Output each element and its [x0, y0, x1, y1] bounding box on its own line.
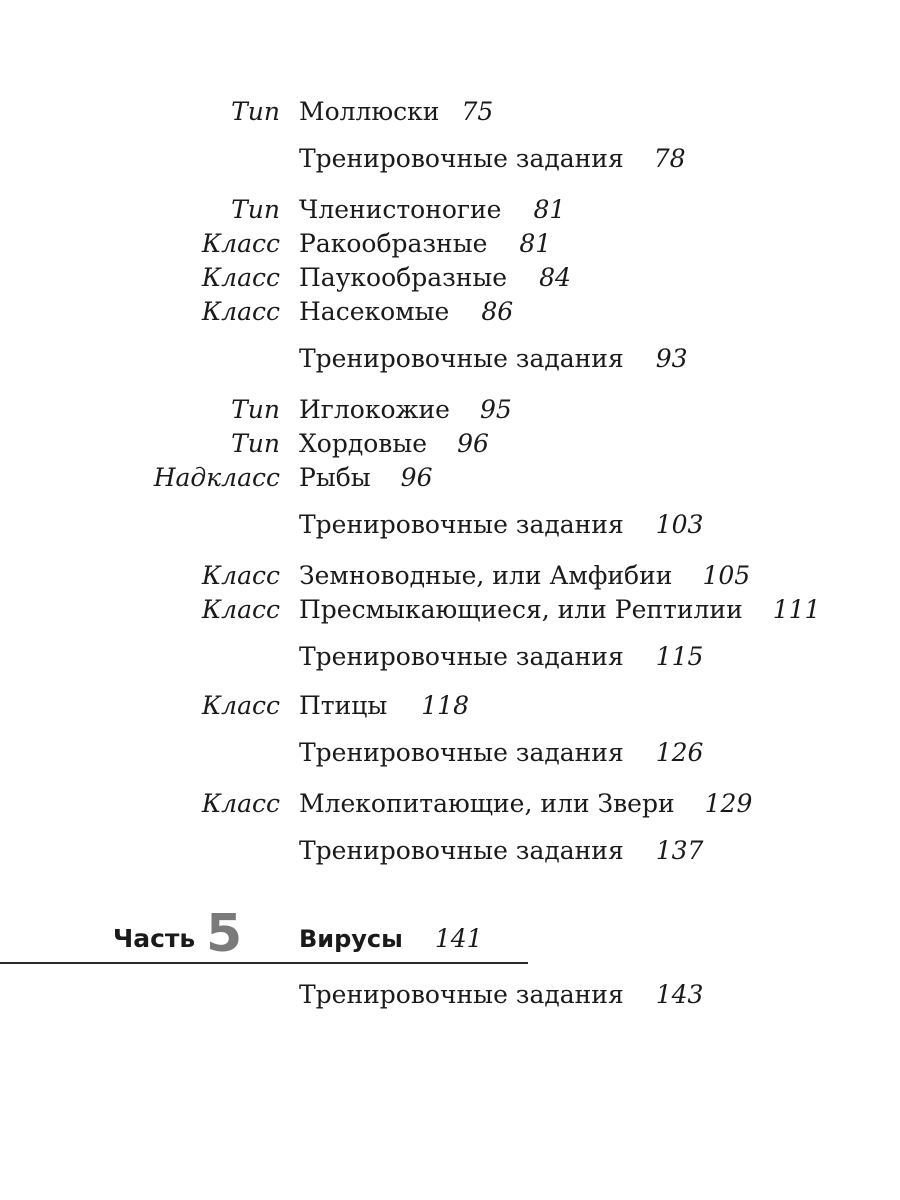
- toc-title-wrap: [299, 787, 752, 821]
- toc-title-wrap: [299, 508, 703, 542]
- toc-title: Земноводные, или Амфибии: [299, 561, 673, 590]
- toc-page-number: 95: [479, 395, 512, 424]
- toc-title: Птицы: [299, 691, 388, 720]
- toc-entry: [0, 193, 900, 227]
- toc-title-wrap: [299, 95, 493, 129]
- toc-title-wrap: [299, 427, 489, 461]
- toc-title: Членистоногие: [299, 195, 502, 224]
- toc-entry: [0, 640, 900, 674]
- toc-entry: [0, 508, 900, 542]
- toc-page-number: 96: [400, 463, 433, 492]
- toc-rank: Тип: [231, 97, 280, 126]
- toc-rank: Класс: [201, 561, 280, 590]
- part-divider: [0, 962, 528, 964]
- toc-title-wrap: [299, 559, 750, 593]
- toc-title-wrap: [299, 689, 469, 723]
- toc-title: Насекомые: [299, 297, 450, 326]
- toc-rank: Тип: [231, 195, 280, 224]
- toc-title: Хордовые: [299, 429, 428, 458]
- toc-title: Тренировочные задания: [299, 738, 624, 767]
- toc-title: Моллюски: [299, 97, 440, 126]
- toc-entry: [0, 261, 900, 295]
- toc-title-wrap: [299, 461, 432, 495]
- toc-title: Тренировочные задания: [299, 836, 624, 865]
- toc-entry: [0, 736, 900, 770]
- toc-title-wrap: [299, 834, 703, 868]
- toc-page-number: 75: [461, 97, 494, 126]
- toc-title-wrap: [299, 593, 820, 627]
- toc-title-wrap: [299, 736, 703, 770]
- toc-title-wrap: [299, 193, 565, 227]
- toc-title-wrap: [299, 142, 686, 176]
- toc-title-wrap: [299, 978, 703, 1012]
- part-title: Вирусы: [299, 925, 403, 953]
- toc-rank: Надкласс: [153, 463, 280, 492]
- toc-title-wrap: [299, 295, 513, 329]
- toc-entry: [0, 393, 900, 427]
- toc-entry: [0, 787, 900, 821]
- toc-entry: [0, 559, 900, 593]
- toc-title: Тренировочные задания: [299, 344, 624, 373]
- toc-page-number: 118: [421, 691, 469, 720]
- toc-entry: [0, 461, 900, 495]
- toc-entry: [0, 95, 900, 129]
- toc-page-number: 103: [655, 510, 704, 539]
- toc-entry: [0, 689, 900, 723]
- toc-page-number: 78: [653, 144, 686, 173]
- toc-page-number: 111: [772, 595, 821, 624]
- toc-title: Тренировочные задания: [299, 642, 624, 671]
- toc-page-number: 126: [655, 738, 704, 767]
- part-page-number: 141: [434, 924, 483, 953]
- toc-page-number: 81: [533, 195, 566, 224]
- toc-page-number: 129: [704, 789, 753, 818]
- toc-rank: Класс: [201, 789, 280, 818]
- toc-page-number: 93: [655, 344, 688, 373]
- part-number: 5: [206, 904, 243, 964]
- part-label: Часть: [113, 924, 196, 953]
- toc-page-number: 86: [481, 297, 514, 326]
- toc-title: Паукообразные: [299, 263, 508, 292]
- toc-title: Тренировочные задания: [299, 144, 624, 173]
- toc-entry: [0, 978, 900, 1012]
- toc-page-number: 143: [655, 980, 704, 1009]
- toc-entry: [0, 834, 900, 868]
- toc-title-wrap: [299, 640, 703, 674]
- toc-entry: [0, 593, 900, 627]
- toc-rank: Класс: [201, 595, 280, 624]
- toc-rank: Класс: [201, 263, 280, 292]
- toc-title-wrap: [299, 342, 688, 376]
- toc-page-number: 96: [457, 429, 489, 458]
- toc-rank: Класс: [201, 691, 280, 720]
- toc-title: Тренировочные задания: [299, 510, 624, 539]
- toc-rank: Класс: [201, 229, 280, 258]
- toc-title-wrap: [299, 227, 551, 261]
- toc-title-wrap: [299, 261, 571, 295]
- toc-rank: Класс: [201, 297, 280, 326]
- toc-title: Рыбы: [299, 463, 371, 492]
- toc-entry: [0, 427, 900, 461]
- part-title-wrap: [299, 922, 483, 956]
- toc-entry: [0, 227, 900, 261]
- toc-title: Тренировочные задания: [299, 980, 624, 1009]
- toc-page-number: 115: [655, 642, 704, 671]
- toc-page-number: 105: [702, 561, 751, 590]
- toc-title: Млекопитающие, или Звери: [299, 789, 675, 818]
- toc-rank: Тип: [231, 429, 280, 458]
- toc-title: Ракообразные: [299, 229, 488, 258]
- toc-page-number: 81: [519, 229, 552, 258]
- toc-page-number: 84: [539, 263, 571, 292]
- toc-entry: [0, 295, 900, 329]
- part-header: [0, 904, 900, 964]
- toc-entry: [0, 142, 900, 176]
- toc-title-wrap: [299, 393, 512, 427]
- toc-page-number: 137: [655, 836, 704, 865]
- toc-title: Пресмыкающиеся, или Рептилии: [299, 595, 743, 624]
- toc-rank: Тип: [231, 395, 280, 424]
- toc-title: Иглокожие: [299, 395, 450, 424]
- toc-entry: [0, 342, 900, 376]
